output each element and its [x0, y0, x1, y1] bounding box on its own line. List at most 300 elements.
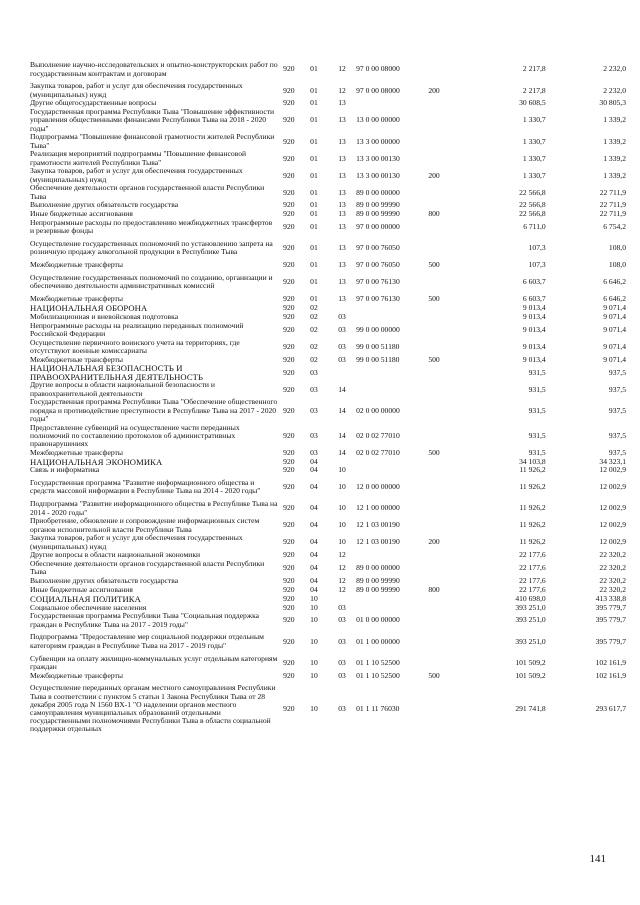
subsection-code: 12 [338, 563, 346, 573]
amount-2020: 102 161,9 [595, 657, 626, 667]
table-row [30, 338, 626, 355]
section-code: 02 [310, 324, 318, 334]
expense-type-code: 500 [428, 447, 440, 457]
expense-type-code [428, 612, 463, 629]
subsection-code: 10 [338, 503, 346, 513]
amount-2019: 22 177,6 [519, 584, 546, 594]
ministry-code: 920 [283, 294, 295, 304]
subsection-code: 03 [338, 311, 346, 321]
amount-2020: 9 071,4 [603, 341, 626, 351]
row-name: НАЦИОНАЛЬНАЯ БЕЗОПАСНОСТЬ И ПРАВООХРАНИТЕЛЬНАЯ ДЕЯТЕЛЬНОСТЬ [30, 363, 204, 382]
row-name: СОЦИАЛЬНАЯ ПОЛИТИКА [30, 593, 141, 604]
ministry-code: 920 [283, 430, 295, 440]
target-article-code: 89 0 00 00000 [356, 187, 400, 197]
subsection-code: 10 [338, 520, 346, 530]
row-name: Подпрограмма "Повышение финансовой грамотности жителей Республики Тыва" [30, 132, 275, 150]
table-row [30, 517, 626, 534]
target-article-code: 01 1 10 52500 [356, 670, 400, 680]
expense-type-code [428, 398, 463, 423]
row-name: Другие вопросы в области национальной экономики [30, 550, 201, 560]
table-row [30, 423, 626, 448]
expense-type-code [428, 654, 463, 671]
subsection-code: 13 [338, 153, 346, 163]
expense-type-code [428, 381, 463, 398]
target-article-code [356, 364, 428, 381]
section-code: 01 [310, 170, 318, 180]
section-code: 03 [310, 447, 318, 457]
ministry-code: 920 [283, 303, 295, 313]
amount-2020: 102 161,9 [595, 670, 626, 680]
section-code: 01 [310, 136, 318, 146]
section-code: 10 [310, 593, 318, 603]
ministry-code: 920 [283, 593, 295, 603]
ministry-code: 920 [283, 482, 295, 492]
amount-2019: 1 330,7 [522, 153, 546, 163]
target-article-code [356, 99, 428, 108]
amount-2019: 9 013,4 [522, 311, 546, 321]
table-row [30, 184, 626, 201]
expense-type-code [428, 423, 463, 448]
target-article-code: 02 0 02 77010 [356, 430, 400, 440]
target-article-code: 02 0 00 00000 [356, 405, 400, 415]
subsection-code: 13 [338, 209, 346, 219]
amount-2020: 395 779,7 [595, 602, 626, 612]
row-name: Социальное обеспечение населения [30, 602, 147, 612]
amount-2020: 6 754,2 [603, 222, 626, 232]
row-name: Государственная программа Республики Тыва "Обеспечение общественного порядка и противодействие преступности в Республике Тыва на 2017 - 2020 годы" [30, 397, 278, 423]
table-row [30, 261, 626, 270]
ministry-code: 920 [283, 153, 295, 163]
row-name: Связь и информатика [30, 465, 100, 475]
section-code: 04 [310, 537, 318, 547]
row-name: Иные бюджетные ассигнования [30, 584, 133, 594]
section-code: 01 [310, 200, 318, 210]
table-row [30, 560, 626, 577]
target-article-code: 89 0 00 99990 [356, 209, 400, 219]
amount-2020: 1 339,2 [603, 115, 626, 125]
amount-2020: 108,0 [608, 243, 626, 253]
target-article-code: 02 0 02 77010 [356, 447, 400, 457]
table-row [30, 364, 626, 381]
section-code: 04 [310, 465, 318, 475]
target-article-code: 12 0 00 00000 [356, 482, 400, 492]
table-row [30, 270, 626, 295]
amount-2019: 2 217,8 [522, 85, 546, 95]
row-name: Субвенции на оплату жилищно-коммунальных услуг отдельным категориям граждан [30, 653, 278, 671]
section-code: 03 [310, 367, 318, 377]
ministry-code: 920 [283, 64, 295, 74]
amount-2019: 931,5 [528, 384, 546, 394]
row-name: Обеспечение деятельности органов государственной власти Республики Тыва [30, 183, 265, 201]
target-article-code [356, 603, 428, 612]
section-code: 01 [310, 260, 318, 270]
target-article-code: 99 0 00 51180 [356, 354, 400, 364]
section-code: 01 [310, 64, 318, 74]
row-name: Межбюджетные трансферты [30, 294, 123, 304]
budget-table [30, 57, 626, 738]
section-code: 04 [310, 503, 318, 513]
amount-2020: 395 779,7 [595, 636, 626, 646]
row-name: Закупка товаров, работ и услуг для обеспечения государственных (муниципальных) нужд [30, 533, 243, 551]
ministry-code: 920 [283, 222, 295, 232]
subsection-code: 13 [338, 115, 346, 125]
amount-2019: 107,3 [528, 260, 546, 270]
subsection-code: 13 [338, 277, 346, 287]
section-code: 03 [310, 405, 318, 415]
subsection-code: 14 [338, 430, 346, 440]
amount-2019: 11 926,2 [519, 482, 546, 492]
table-row [30, 150, 626, 167]
section-code: 01 [310, 115, 318, 125]
row-name: Выполнение научно-исследовательских и опытно-конструкторских работ по государственным контрактам и договорам [30, 60, 278, 78]
amount-2020: 22 711,9 [599, 200, 626, 210]
row-name: Выполнение других обязательств государства [30, 200, 179, 210]
table-row [30, 82, 626, 99]
section-code: 10 [310, 657, 318, 667]
expense-type-code: 500 [428, 670, 440, 680]
amount-2020: 22 711,9 [599, 209, 626, 219]
table-row [30, 108, 626, 133]
subsection-code: 03 [338, 615, 346, 625]
section-code: 02 [310, 303, 318, 313]
subsection-code: 13 [338, 136, 346, 146]
row-name: Межбюджетные трансферты [30, 354, 123, 364]
amount-2020: 6 646,2 [603, 277, 626, 287]
amount-2019: 22 177,6 [519, 576, 546, 586]
amount-2020: 9 071,4 [603, 303, 626, 313]
amount-2020: 6 646,2 [603, 294, 626, 304]
target-article-code: 12 1 03 00190 [356, 520, 400, 530]
target-article-code: 01 0 00 00000 [356, 615, 400, 625]
ministry-code: 920 [283, 115, 295, 125]
row-name: Осуществление государственных полномочий по созданию, организации и обеспечению деятельности административных комиссий [30, 273, 273, 291]
amount-2019: 11 926,2 [519, 537, 546, 547]
subsection-code: 03 [338, 354, 346, 364]
ministry-code: 920 [283, 465, 295, 475]
subsection-code: 13 [338, 98, 346, 108]
subsection-code: 13 [338, 243, 346, 253]
amount-2020: 12 002,9 [599, 465, 626, 475]
target-article-code: 12 1 00 00000 [356, 503, 400, 513]
amount-2020: 937,5 [608, 405, 626, 415]
table-row [30, 629, 626, 654]
table-row [30, 500, 626, 517]
amount-2020: 937,5 [608, 384, 626, 394]
ministry-code: 920 [283, 537, 295, 547]
subsection-code: 13 [338, 200, 346, 210]
table-row [30, 236, 626, 261]
ministry-code: 920 [283, 550, 295, 560]
expense-type-code [428, 560, 463, 577]
subsection-code: 12 [338, 64, 346, 74]
subsection-code: 03 [338, 324, 346, 334]
expense-type-code [428, 603, 463, 612]
ministry-code: 920 [283, 703, 295, 713]
target-article-code: 97 0 00 76050 [356, 243, 400, 253]
section-code: 04 [310, 482, 318, 492]
subsection-code: 03 [338, 703, 346, 713]
amount-2019: 11 926,2 [519, 520, 546, 530]
target-article-code: 13 0 00 00000 [356, 115, 400, 125]
section-code: 04 [310, 456, 318, 466]
amount-2019: 101 509,2 [515, 657, 546, 667]
amount-2019: 931,5 [528, 367, 546, 377]
target-article-code [356, 457, 428, 466]
table-row [30, 313, 626, 322]
ministry-code: 920 [283, 260, 295, 270]
section-code: 04 [310, 563, 318, 573]
target-article-code [356, 381, 428, 398]
table-row [30, 671, 626, 680]
amount-2019: 34 103,8 [519, 456, 546, 466]
target-article-code [356, 551, 428, 560]
target-article-code: 12 1 03 00190 [356, 537, 400, 547]
amount-2019: 410 698,0 [515, 593, 546, 603]
section-code: 01 [310, 209, 318, 219]
subsection-code: 14 [338, 447, 346, 457]
row-name: Закупка товаров, работ и услуг для обеспечения государственных (муниципальных) нужд [30, 166, 243, 184]
row-name: Осуществление переданных органам местного самоуправления Республики Тыва в соответствии с пунктом 5 статьи 1 Закона Республики Тыва от 28 декабря 2005 года N 1560 ВХ-1 "О наделении органов местного самоуправления муниципальных образований отдельными государственными полномочиями Республики Тыва в области социальной поддержки отдельных [30, 683, 276, 734]
target-article-code: 97 0 00 08000 [356, 64, 400, 74]
section-code: 02 [310, 354, 318, 364]
subsection-code: 13 [338, 222, 346, 232]
ministry-code: 920 [283, 98, 295, 108]
section-code: 01 [310, 187, 318, 197]
amount-2020: 937,5 [608, 430, 626, 440]
expense-type-code [428, 475, 463, 500]
section-code: 01 [310, 294, 318, 304]
amount-2020: 9 071,4 [603, 354, 626, 364]
target-article-code: 97 0 00 76050 [356, 260, 400, 270]
amount-2019: 22 566,8 [519, 200, 546, 210]
row-name: Осуществление государственных полномочий по установлению запрета на розничную продажу алкогольной продукции в Республике Тыва [30, 239, 273, 257]
ministry-code: 920 [283, 277, 295, 287]
ministry-code: 920 [283, 405, 295, 415]
subsection-code: 12 [338, 576, 346, 586]
ministry-code: 920 [283, 447, 295, 457]
ministry-code: 920 [283, 456, 295, 466]
target-article-code: 01 1 11 76030 [356, 703, 400, 713]
expense-type-code [428, 57, 463, 82]
amount-2019: 6 603,7 [522, 277, 546, 287]
table-row [30, 466, 626, 475]
subsection-code: 13 [338, 294, 346, 304]
row-name: Выполнение других обязательств государства [30, 576, 179, 586]
ministry-code: 920 [283, 615, 295, 625]
ministry-code: 920 [283, 85, 295, 95]
amount-2019: 2 217,8 [522, 64, 546, 74]
target-article-code: 89 0 00 00000 [356, 563, 400, 573]
ministry-code: 920 [283, 576, 295, 586]
target-article-code: 13 3 00 00000 [356, 136, 400, 146]
expense-type-code [428, 150, 463, 167]
amount-2019: 1 330,7 [522, 170, 546, 180]
subsection-code: 13 [338, 187, 346, 197]
row-name: Государственная программа "Развитие информационного общества и средств массовой информации в Республике Тыва на 2014 - 2020 годы" [30, 478, 261, 496]
ministry-code: 920 [283, 602, 295, 612]
expense-type-code: 200 [428, 85, 440, 95]
ministry-code: 920 [283, 170, 295, 180]
subsection-code: 03 [338, 636, 346, 646]
amount-2020: 937,5 [608, 367, 626, 377]
section-code: 10 [310, 615, 318, 625]
amount-2019: 30 608,5 [519, 98, 546, 108]
row-name: Реализация мероприятий подпрограммы "Повышение финансовой грамотности жителей Республики Тыва" [30, 149, 247, 167]
target-article-code [356, 304, 428, 313]
expense-type-code [428, 321, 463, 338]
subsection-code: 10 [338, 537, 346, 547]
amount-2020: 9 071,4 [603, 324, 626, 334]
amount-2019: 9 013,4 [522, 354, 546, 364]
ministry-code: 920 [283, 520, 295, 530]
expense-type-code [428, 629, 463, 654]
amount-2020: 12 002,9 [599, 482, 626, 492]
amount-2020: 1 339,2 [603, 136, 626, 146]
amount-2019: 393 251,0 [515, 602, 546, 612]
subsection-code [328, 594, 356, 603]
amount-2019: 9 013,4 [522, 341, 546, 351]
row-name: Государственная программа Республики Тыва "Социальная поддержка граждан в Республике Тыва на 2017 - 2019 годы" [30, 611, 260, 629]
amount-2020: 1 339,2 [603, 170, 626, 180]
section-code: 01 [310, 222, 318, 232]
section-code: 03 [310, 430, 318, 440]
subsection-code: 12 [338, 550, 346, 560]
amount-2020: 22 320,2 [599, 563, 626, 573]
amount-2019: 931,5 [528, 405, 546, 415]
amount-2020: 2 232,0 [603, 85, 626, 95]
ministry-code: 920 [283, 636, 295, 646]
amount-2019: 22 566,8 [519, 187, 546, 197]
row-name: Непрограммные расходы на реализацию переданных полномочий Российской Федерации [30, 320, 244, 338]
amount-2020: 2 232,0 [603, 64, 626, 74]
subsection-code: 12 [338, 584, 346, 594]
section-code: 01 [310, 85, 318, 95]
amount-2019: 22 566,8 [519, 209, 546, 219]
row-name: Обеспечение деятельности органов государственной власти Республики Тыва [30, 559, 265, 577]
target-article-code: 13 3 00 00130 [356, 153, 400, 163]
expense-type-code [428, 364, 463, 381]
budget-table-body [30, 57, 626, 738]
ministry-code: 920 [283, 367, 295, 377]
amount-2020: 12 002,9 [599, 537, 626, 547]
target-article-code: 89 0 00 99990 [356, 576, 400, 586]
table-row [30, 398, 626, 423]
target-article-code: 97 0 00 08000 [356, 85, 400, 95]
table-row [30, 381, 626, 398]
expense-type-code [428, 236, 463, 261]
ministry-code: 920 [283, 657, 295, 667]
row-name: Подпрограмма "Предоставление мер социальной поддержки отдельным категориям граждан в Республике Тыва на 2017 - 2019 годы" [30, 632, 264, 650]
expense-type-code [428, 108, 463, 133]
subsection-code: 03 [338, 657, 346, 667]
expense-type-code [428, 184, 463, 201]
table-row [30, 680, 626, 738]
expense-type-code [428, 99, 463, 108]
expense-type-code: 200 [428, 537, 440, 547]
row-name: НАЦИОНАЛЬНАЯ ЭКОНОМИКА [30, 456, 163, 467]
amount-2019: 931,5 [528, 430, 546, 440]
amount-2019: 101 509,2 [515, 670, 546, 680]
ministry-code: 920 [283, 243, 295, 253]
amount-2019: 1 330,7 [522, 136, 546, 146]
amount-2019: 107,3 [528, 243, 546, 253]
row-name: Мобилизационная и вневойсковая подготовка [30, 311, 179, 321]
subsection-code: 13 [338, 170, 346, 180]
subsection-code: 13 [338, 260, 346, 270]
ministry-code: 920 [283, 200, 295, 210]
table-row [30, 321, 626, 338]
page-number: 141 [589, 853, 606, 865]
ministry-code: 920 [283, 503, 295, 513]
row-name: Иные бюджетные ассигнования [30, 209, 133, 219]
ministry-code: 920 [283, 670, 295, 680]
amount-2019: 22 177,6 [519, 550, 546, 560]
expense-type-code [428, 304, 463, 313]
section-code: 04 [310, 520, 318, 530]
amount-2019: 6 711,0 [523, 222, 546, 232]
target-article-code: 97 0 00 76130 [356, 294, 400, 304]
expense-type-code: 500 [428, 294, 440, 304]
amount-2019: 9 013,4 [522, 324, 546, 334]
row-name: Осуществление первичного воинского учета на территориях, где отсутствуют военные комиссариаты [30, 337, 240, 355]
row-name: Межбюджетные трансферты [30, 260, 123, 270]
subsection-code: 14 [338, 405, 346, 415]
ministry-code: 920 [283, 354, 295, 364]
ministry-code: 920 [283, 384, 295, 394]
subsection-code: 03 [338, 602, 346, 612]
expense-type-code [428, 313, 463, 322]
target-article-code: 13 3 00 00130 [356, 170, 400, 180]
section-code: 02 [310, 341, 318, 351]
amount-2019: 393 251,0 [515, 636, 546, 646]
table-row [30, 475, 626, 500]
amount-2019: 393 251,0 [515, 615, 546, 625]
expense-type-code [428, 517, 463, 534]
ministry-code: 920 [283, 136, 295, 146]
expense-type-code: 200 [428, 170, 440, 180]
row-name: Подпрограмма "Развитие информационного общества в Республике Тыва на 2014 - 2020 годы" [30, 499, 278, 517]
section-code: 04 [310, 576, 318, 586]
target-article-code [356, 313, 428, 322]
section-code: 03 [310, 384, 318, 394]
row-name: Другие вопросы в области национальной безопасности и правоохранительной деятельности [30, 380, 215, 398]
row-name: Межбюджетные трансферты [30, 447, 123, 457]
expense-type-code: 500 [428, 260, 440, 270]
table-row [30, 449, 626, 458]
amount-2020: 1 339,2 [603, 153, 626, 163]
expense-type-code: 500 [428, 354, 440, 364]
expense-type-code [428, 133, 463, 150]
target-article-code [356, 466, 428, 475]
expense-type-code [428, 219, 463, 236]
table-row [30, 133, 626, 150]
amount-2020: 9 071,4 [603, 311, 626, 321]
amount-2020: 22 711,9 [599, 187, 626, 197]
table-row [30, 612, 626, 629]
table-row [30, 654, 626, 671]
subsection-code: 10 [338, 465, 346, 475]
amount-2020: 395 779,7 [595, 615, 626, 625]
row-name: Закупка товаров, работ и услуг для обеспечения государственных (муниципальных) нужд [30, 81, 243, 99]
table-row [30, 57, 626, 82]
amount-2019: 1 330,7 [522, 115, 546, 125]
expense-type-code [428, 466, 463, 475]
subsection-code: 03 [338, 670, 346, 680]
section-code: 10 [310, 602, 318, 612]
section-code: 10 [310, 703, 318, 713]
section-code: 10 [310, 670, 318, 680]
subsection-code: 12 [338, 85, 346, 95]
